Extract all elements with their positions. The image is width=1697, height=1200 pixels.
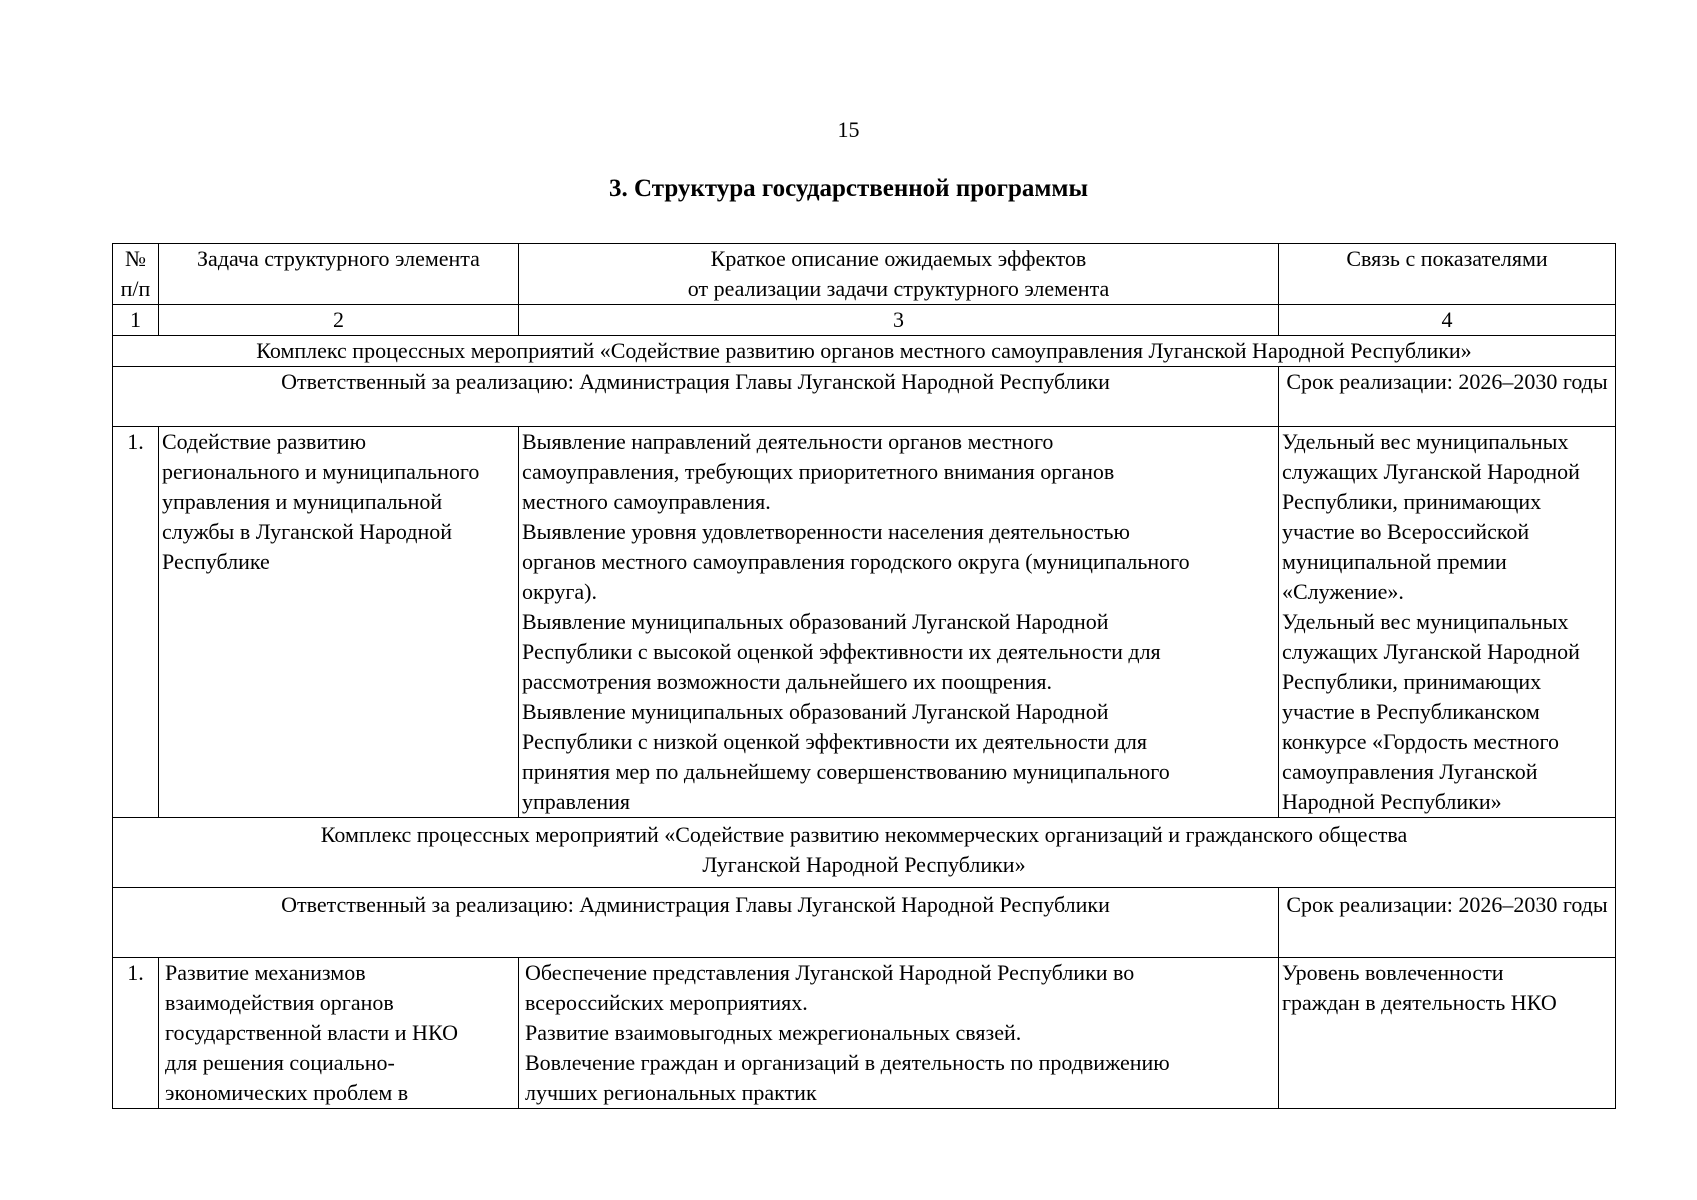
section-title-row [113, 336, 1616, 367]
effects-line: всероссийских мероприятиях. [525, 990, 808, 1015]
column-number: 4 [1279, 305, 1616, 336]
row-indicators [1279, 427, 1616, 818]
header-num-line: № [125, 246, 146, 271]
effects-line: Выявление муниципальных образований Луганской Народной [522, 609, 1109, 634]
indicator-line: Республики, принимающих [1282, 489, 1542, 514]
indicator-line: конкурсе «Гордость местного [1282, 729, 1560, 754]
indicator-line: Удельный вес муниципальных [1282, 609, 1569, 634]
section-title-row [113, 818, 1616, 888]
responsible-text: Ответственный за реализацию: Администрация Главы Луганской Народной Республики [113, 888, 1279, 958]
indicator-line: служащих Луганской Народной [1282, 639, 1580, 664]
task-line: Развитие механизмов [165, 960, 366, 985]
indicator-line: участие во Всероссийской [1282, 519, 1530, 544]
indicator-line: Уровень вовлеченности [1282, 960, 1504, 985]
indicator-line: «Служение». [1282, 579, 1404, 604]
column-number: 2 [159, 305, 519, 336]
effects-line: Выявление направлений деятельности органов местного [522, 429, 1054, 454]
table-header-row [113, 244, 1616, 305]
effects-line: Республики с низкой оценкой эффективности их деятельности для [522, 729, 1147, 754]
indicator-line: Удельный вес муниципальных [1282, 429, 1569, 454]
effects-line: Обеспечение представления Луганской Народной Республики во [525, 960, 1135, 985]
responsible-text: Ответственный за реализацию: Администрация Главы Луганской Народной Республики [113, 367, 1279, 427]
indicator-line: Народной Республики» [1282, 789, 1502, 814]
effects-line: управления [522, 789, 631, 814]
task-line: регионального и муниципального [162, 459, 480, 484]
column-number: 1 [113, 305, 159, 336]
section-title-line: Луганской Народной Республики» [702, 852, 1026, 877]
indicator-line: самоуправления Луганской [1282, 759, 1538, 784]
effects-line: Выявление уровня удовлетворенности населения деятельностью [522, 519, 1130, 544]
effects-line: Республики с высокой оценкой эффективности их деятельности для [522, 639, 1161, 664]
task-line: государственной власти и НКО [165, 1020, 458, 1045]
page-number: 15 [837, 117, 860, 142]
header-effects-line: от реализации задачи структурного элемента [687, 276, 1110, 301]
responsible-row [113, 367, 1616, 427]
structure-table [112, 243, 1616, 1109]
header-task: Задача структурного элемента [159, 244, 519, 305]
effects-line: Вовлечение граждан и организаций в деятельность по продвижению [525, 1050, 1170, 1075]
header-link: Связь с показателями [1279, 244, 1616, 305]
effects-line: самоуправления, требующих приоритетного внимания органов [522, 459, 1115, 484]
effects-line: округа). [522, 579, 598, 604]
task-line: службы в Луганской Народной [162, 519, 453, 544]
effects-line: Развитие взаимовыгодных межрегиональных связей. [525, 1020, 1022, 1045]
indicator-line: Республики, принимающих [1282, 669, 1542, 694]
term-text: Срок реализации: 2026–2030 годы [1279, 888, 1616, 958]
row-indicators [1279, 958, 1616, 1109]
row-task [159, 958, 519, 1109]
header-num-line: п/п [120, 276, 151, 301]
indicator-line: муниципальной премии [1282, 549, 1507, 574]
effects-line: Выявление муниципальных образований Луганской Народной [522, 699, 1109, 724]
row-num: 1. [113, 958, 159, 1109]
column-number: 3 [519, 305, 1279, 336]
indicator-line: граждан в деятельность НКО [1282, 990, 1557, 1015]
header-effects [519, 244, 1279, 305]
responsible-row [113, 888, 1616, 958]
task-line: для решения социально- [165, 1050, 395, 1075]
task-line: Республике [162, 549, 270, 574]
row-effects [519, 958, 1279, 1109]
task-line: экономических проблем в [165, 1080, 409, 1105]
effects-line: органов местного самоуправления городского округа (муниципального [522, 549, 1190, 574]
row-effects [519, 427, 1279, 818]
task-line: Содействие развитию [162, 429, 367, 454]
task-line: управления и муниципальной [162, 489, 443, 514]
effects-line: лучших региональных практик [525, 1080, 817, 1105]
task-line: взаимодействия органов [165, 990, 394, 1015]
section-title: Комплекс процессных мероприятий «Содействие развитию органов местного самоуправления Луганской Народной Республики» [113, 336, 1616, 367]
column-number-row [113, 305, 1616, 336]
term-text: Срок реализации: 2026–2030 годы [1279, 367, 1616, 427]
table-row [113, 958, 1616, 1109]
table-row [113, 427, 1616, 818]
page-title: 3. Структура государственной программы [609, 175, 1088, 202]
effects-line: местного самоуправления. [522, 489, 771, 514]
indicator-line: участие в Республиканском [1282, 699, 1540, 724]
indicator-line: служащих Луганской Народной [1282, 459, 1580, 484]
row-num: 1. [113, 427, 159, 818]
header-num [113, 244, 159, 305]
row-task [159, 427, 519, 818]
effects-line: принятия мер по дальнейшему совершенствованию муниципального [522, 759, 1170, 784]
effects-line: рассмотрения возможности дальнейшего их поощрения. [522, 669, 1052, 694]
section-title-line: Комплекс процессных мероприятий «Содействие развитию некоммерческих организаций и гражданского общества [320, 822, 1408, 847]
section-title [113, 818, 1616, 888]
header-effects-line: Краткое описание ожидаемых эффектов [710, 246, 1087, 271]
